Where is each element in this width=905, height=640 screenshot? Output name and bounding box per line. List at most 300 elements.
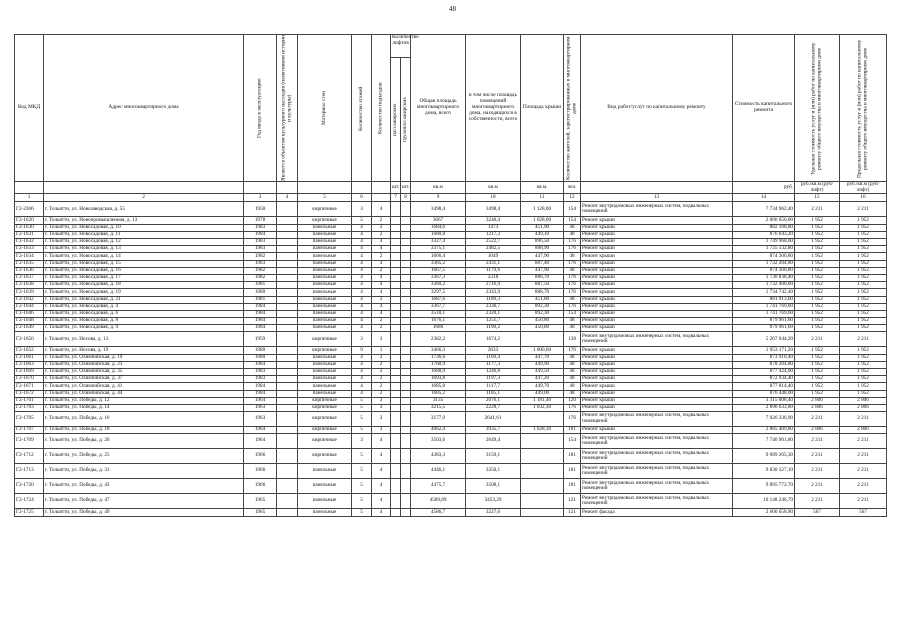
table-row: [15, 325, 887, 332]
cell-works: Ремонт крыши: [581, 267, 733, 274]
cell-entrances: 4: [372, 260, 391, 267]
table-row: [15, 267, 887, 274]
cell-entrances: 2: [372, 231, 391, 238]
cell-residents: 48: [564, 376, 581, 383]
cell-floors: 4: [352, 231, 372, 238]
cell-kod: Г2-1642: [15, 296, 44, 303]
cell-year: 1983: [244, 224, 277, 231]
cell-roof-area: 888,90: [521, 246, 564, 253]
cell-kod: Г2-1652: [15, 347, 44, 354]
cell-cost: 1 734 742,40: [733, 289, 795, 296]
cell-lift-cargo: [401, 369, 411, 376]
cell-area-owned: 1117,7: [466, 383, 521, 390]
cell-lift-pass: [391, 289, 401, 296]
cell-kod: Г2-1713: [15, 464, 44, 479]
cell-lift-cargo: [401, 224, 411, 231]
cell-area-owned: 2641,61: [466, 412, 521, 427]
cell-roof-area: 886,70: [521, 274, 564, 281]
cell-kod: Г2-1671: [15, 383, 44, 390]
cell-address: г. Тольятти, ул. Олимпийская, д. 44: [44, 390, 244, 397]
cell-area-total: 3498,4: [411, 202, 466, 217]
cell-unit-cost: 1 952: [795, 260, 840, 267]
column-index-cell: 6: [352, 194, 372, 202]
cell-material: панельные: [298, 289, 352, 296]
header-max-cost: Предельная стоимость услуг и (или) работ по капитальному ремонту общего имущества в многоквартирном доме: [840, 35, 887, 182]
table-row: [15, 303, 887, 310]
cell-year: 1964: [244, 397, 277, 404]
cell-heritage: [277, 202, 298, 217]
cell-unit-cost: 1 952: [795, 296, 840, 303]
cell-unit-cost: 1 952: [795, 231, 840, 238]
cell-area-total: 3215,5: [411, 404, 466, 411]
cell-lift-cargo: [401, 427, 411, 434]
cell-year: 1984: [244, 303, 277, 310]
column-index-cell: [372, 194, 391, 202]
cell-roof-area: 449,10: [521, 231, 564, 238]
cell-heritage: [277, 354, 298, 361]
cell-residents: 48: [564, 390, 581, 397]
cell-entrances: 2: [372, 361, 391, 368]
cell-residents: 176: [564, 274, 581, 281]
column-index-cell: 14: [733, 194, 795, 202]
cell-entrances: 3: [372, 412, 391, 427]
cell-lift-pass: [391, 369, 401, 376]
cell-floors: 4: [352, 296, 372, 303]
cell-roof-area: 451,90: [521, 224, 564, 231]
cell-unit-cost: 1 952: [795, 361, 840, 368]
cell-max-cost: 1 952: [840, 231, 887, 238]
cell-area-owned: 3159,1: [466, 449, 521, 464]
cell-entrances: 4: [372, 464, 391, 479]
cell-area-total: 4589,89: [411, 494, 466, 509]
cell-material: кирпичные: [298, 347, 352, 354]
cell-roof-area: 896,50: [521, 239, 564, 246]
cell-kod: Г2-1705: [15, 412, 44, 427]
cell-address: г. Тольятти, ул. Носова, д. 13: [44, 332, 244, 347]
cell-entrances: 4: [372, 509, 391, 516]
cell-residents: 48: [564, 383, 581, 390]
cell-year: 1958: [244, 202, 277, 217]
cell-kod: Г2-1669: [15, 369, 44, 376]
table-row: [15, 289, 887, 296]
cell-year: 1982: [244, 253, 277, 260]
cell-lift-cargo: [401, 434, 411, 449]
cell-roof-area: [521, 479, 564, 494]
cell-address: г. Тольятти, ул. Олимпийская, д. 35: [44, 369, 244, 376]
cell-max-cost: 1 952: [840, 369, 887, 376]
cell-works: Ремонт внутридомовых инженерных систем, подвальных помещений: [581, 412, 733, 427]
cell-works: Ремонт крыши: [581, 383, 733, 390]
cell-unit-cost: 1 952: [795, 239, 840, 246]
cell-material: кирпичные: [298, 332, 352, 347]
cell-entrances: 2: [372, 325, 391, 332]
cell-works: Ремонт крыши: [581, 369, 733, 376]
cell-heritage: [277, 310, 298, 317]
cell-kod: Г2-1639: [15, 289, 44, 296]
cell-material: кирпичные: [298, 427, 352, 434]
cell-lift-pass: [391, 296, 401, 303]
cell-unit-cost: 2 211: [795, 464, 840, 479]
cell-kod: Г2-1632: [15, 239, 44, 246]
cell-max-cost: 1 952: [840, 347, 887, 354]
cell-floors: 4: [352, 289, 372, 296]
cell-unit-cost: 1 952: [795, 318, 840, 325]
cell-lift-pass: [391, 217, 401, 224]
column-index-cell: 9: [411, 194, 466, 202]
cell-lift-pass: [391, 427, 401, 434]
column-index-cell: 10: [466, 194, 521, 202]
cell-address: г. Тольятти, ул. Новосадовая, д. 14: [44, 253, 244, 260]
cell-heritage: [277, 246, 298, 253]
cell-heritage: [277, 369, 298, 376]
cell-floors: 4: [352, 303, 372, 310]
cell-cost: 7 026 336,90: [733, 412, 795, 427]
cell-lift-pass: [391, 494, 401, 509]
cell-entrances: 1: [372, 347, 391, 354]
cell-works: Ремонт крыши: [581, 289, 733, 296]
cell-floors: 5: [352, 509, 372, 516]
cell-lift-cargo: [401, 449, 411, 464]
cell-floors: 4: [352, 354, 372, 361]
cell-floors: 3: [352, 332, 372, 347]
cell-max-cost: 2 211: [840, 479, 887, 494]
cell-area-total: 4586,7: [411, 509, 466, 516]
cell-kod: Г2-1720: [15, 479, 44, 494]
cell-entrances: 4: [372, 282, 391, 289]
cell-lift-pass: [391, 267, 401, 274]
cell-cost: 7 746 901,80: [733, 434, 795, 449]
cell-lift-pass: [391, 354, 401, 361]
cell-kod: Г2-1637: [15, 274, 44, 281]
cell-heritage: [277, 479, 298, 494]
cell-heritage: [277, 239, 298, 246]
cell-entrances: 4: [372, 274, 391, 281]
cell-area-total: 3297,5: [411, 289, 466, 296]
cell-area-total: 1693,8: [411, 376, 466, 383]
cell-roof-area: [521, 464, 564, 479]
cell-lift-cargo: [401, 231, 411, 238]
column-index-row: [15, 194, 887, 202]
table-row: [15, 369, 887, 376]
column-index-cell: 1: [15, 194, 44, 202]
cell-material: панельные: [298, 479, 352, 494]
cell-residents: 48: [564, 325, 581, 332]
cell-max-cost: 2 211: [840, 412, 887, 427]
cell-year: 1978: [244, 217, 277, 224]
cell-kod: Г2-1644: [15, 303, 44, 310]
cell-cost: 1 749 968,00: [733, 239, 795, 246]
cell-address: г. Тольятти, ул. Победы, д. 20: [44, 434, 244, 449]
cell-residents: 176: [564, 303, 581, 310]
cell-roof-area: 447,90: [521, 253, 564, 260]
cell-roof-area: 887,40: [521, 260, 564, 267]
cell-unit-cost: 2 211: [795, 332, 840, 347]
cell-heritage: [277, 404, 298, 411]
cell-residents: 176: [564, 239, 581, 246]
cell-area-owned: 3498,4: [466, 202, 521, 217]
cell-area-total: 3327,4: [411, 239, 466, 246]
cell-floors: 4: [352, 260, 372, 267]
cell-area-total: 3177,9: [411, 412, 466, 427]
cell-address: г. Тольятти, ул. Носова, д. 19: [44, 347, 244, 354]
cell-floors: 4: [352, 361, 372, 368]
cell-cost: 877 814,40: [733, 383, 795, 390]
cell-floors: 5: [352, 464, 372, 479]
column-index-cell: 4: [277, 194, 298, 202]
cell-area-owned: 1185,1: [466, 390, 521, 397]
cell-year: 1982: [244, 267, 277, 274]
cell-address: г. Тольятти, ул. Новосадовая, д. 9: [44, 325, 244, 332]
cell-entrances: 2: [372, 354, 391, 361]
cell-unit-cost: 2 211: [795, 449, 840, 464]
table-row: [15, 260, 887, 267]
cell-area-owned: 3508,1: [466, 479, 521, 494]
cell-material: кирпичные: [298, 412, 352, 427]
cell-heritage: [277, 260, 298, 267]
cell-works: Ремонт крыши: [581, 239, 733, 246]
cell-max-cost: 2 806: [840, 397, 887, 404]
table-row: [15, 202, 887, 217]
cell-area-total: 1684,6: [411, 224, 466, 231]
column-index-cell: 7: [391, 194, 401, 202]
cell-year: 1966: [244, 464, 277, 479]
table-row: [15, 376, 887, 383]
cell-cost: 879 961,60: [733, 318, 795, 325]
cell-address: г. Тольятти, ул. Олимпийская, д. 19: [44, 354, 244, 361]
cell-residents: 176: [564, 260, 581, 267]
cell-roof-area: [521, 509, 564, 516]
header-lift-cargo: грузопассажирских: [401, 58, 411, 182]
cell-cost: 874 300,80: [733, 253, 795, 260]
table-row: [15, 361, 887, 368]
cell-address: г. Тольятти, ул. Победы, д. 12: [44, 397, 244, 404]
header-area-owned: в том числе площадь помещений многоквартирного дома, находящихся в собственности, всего: [466, 35, 521, 182]
cell-roof-area: 449,50: [521, 369, 564, 376]
cell-floors: 4: [352, 376, 372, 383]
cell-cost: 879 961,60: [733, 325, 795, 332]
cell-floors: 4: [352, 246, 372, 253]
cell-max-cost: 2 806: [840, 404, 887, 411]
table-row: [15, 296, 887, 303]
cell-cost: 10 148 246,79: [733, 494, 795, 509]
cell-roof-area: 451,80: [521, 296, 564, 303]
unit-unit-cost: руб./кв.м (руб/лифт): [795, 182, 840, 194]
cell-area-total: 3135: [411, 397, 466, 404]
cell-address: г. Тольятти, ул. Победы, д. 47: [44, 494, 244, 509]
cell-lift-pass: [391, 347, 401, 354]
cell-kod: Г2-2306: [15, 202, 44, 217]
cell-kod: Г2-1649: [15, 325, 44, 332]
cell-area-owned: 2336,7: [466, 303, 521, 310]
cell-unit-cost: 1 952: [795, 390, 840, 397]
cell-works: Ремонт крыши: [581, 296, 733, 303]
cell-floors: 4: [352, 239, 372, 246]
table-row: [15, 310, 887, 317]
cell-area-total: 1667,5: [411, 267, 466, 274]
cell-floors: 3: [352, 202, 372, 217]
cell-lift-cargo: [401, 404, 411, 411]
cell-heritage: [277, 224, 298, 231]
cell-roof-area: 892,30: [521, 310, 564, 317]
cell-residents: 154: [564, 202, 581, 217]
cell-cost: 2 896 633,80: [733, 404, 795, 411]
column-index-cell: 15: [795, 194, 840, 202]
cell-floors: 5: [352, 427, 372, 434]
cell-area-owned: 1177,3: [466, 361, 521, 368]
cell-lift-pass: [391, 202, 401, 217]
cell-unit-cost: 2 806: [795, 397, 840, 404]
cell-kod: Г2-1636: [15, 267, 44, 274]
cell-address: г. Тольятти, ул. Новосадовая, д. 6: [44, 310, 244, 317]
cell-floors: 4: [352, 253, 372, 260]
cell-cost: 1 741 769,60: [733, 303, 795, 310]
cell-address: г. Тольятти, ул. Новосадовая, д. 18: [44, 282, 244, 289]
cell-area-owned: 2343,9: [466, 289, 521, 296]
cell-cost: 1 730 838,40: [733, 274, 795, 281]
cell-area-owned: 1197,3: [466, 376, 521, 383]
cell-max-cost: 1 952: [840, 253, 887, 260]
table-row: [15, 449, 887, 464]
cell-cost: 873 910,40: [733, 354, 795, 361]
table-row: [15, 347, 887, 354]
cell-kod: Г2-1648: [15, 318, 44, 325]
cell-entrances: 4: [372, 289, 391, 296]
cell-lift-cargo: [401, 354, 411, 361]
table-row: [15, 253, 887, 260]
cell-roof-area: 1 028,00: [521, 217, 564, 224]
cell-heritage: [277, 332, 298, 347]
cell-heritage: [277, 376, 298, 383]
cell-entrances: 3: [372, 427, 391, 434]
cell-year: 1981: [244, 296, 277, 303]
cell-heritage: [277, 318, 298, 325]
unit-max-cost: руб./кв.м (руб/лифт): [840, 182, 887, 194]
cell-area-owned: 2482,5: [466, 246, 521, 253]
cell-residents: 48: [564, 361, 581, 368]
cell-lift-cargo: [401, 217, 411, 224]
cell-area-owned: 1674,2: [466, 332, 521, 347]
cell-residents: 120: [564, 397, 581, 404]
cell-max-cost: 1 952: [840, 274, 887, 281]
cell-area-owned: 2228,7: [466, 404, 521, 411]
cell-residents: 181: [564, 427, 581, 434]
cell-area-total: 1666,4: [411, 253, 466, 260]
cell-area-total: 1760,9: [411, 361, 466, 368]
cell-unit-cost: 1 952: [795, 383, 840, 390]
cell-kod: Г2-1672: [15, 390, 44, 397]
cell-material: панельные: [298, 310, 352, 317]
cell-lift-pass: [391, 479, 401, 494]
cell-cost: 1 741 769,60: [733, 310, 795, 317]
cell-address: г. Тольятти, ул. Новосадовая, д. 10: [44, 224, 244, 231]
cell-max-cost: 1 952: [840, 289, 887, 296]
cell-area-total: 4446,1: [411, 464, 466, 479]
cell-address: г. Тольятти, ул. Новосадовая, д. 21: [44, 296, 244, 303]
cell-residents: 176: [564, 404, 581, 411]
cell-unit-cost: 2 806: [795, 404, 840, 411]
cell-floors: 5: [352, 449, 372, 464]
cell-floors: 4: [352, 282, 372, 289]
cell-unit-cost: 1 952: [795, 289, 840, 296]
cell-residents: 176: [564, 289, 581, 296]
cell-area-total: 1686: [411, 325, 466, 332]
cell-works: Ремонт крыши: [581, 427, 733, 434]
cell-works: Ремонт крыши: [581, 224, 733, 231]
cell-lift-pass: [391, 376, 401, 383]
cell-year: 1984: [244, 361, 277, 368]
cell-year: 1980: [244, 347, 277, 354]
cell-lift-cargo: [401, 296, 411, 303]
cell-roof-area: 1 128,00: [521, 202, 564, 217]
cell-residents: 48: [564, 296, 581, 303]
cell-unit-cost: 1 952: [795, 354, 840, 361]
cell-material: кирпичные: [298, 404, 352, 411]
cell-entrances: 4: [372, 202, 391, 217]
cell-lift-pass: [391, 325, 401, 332]
cell-max-cost: 1 952: [840, 224, 887, 231]
cell-kod: Г2-1703: [15, 404, 44, 411]
cell-unit-cost: 1 952: [795, 369, 840, 376]
cell-heritage: [277, 494, 298, 509]
cell-cost: 3 315 008,40: [733, 397, 795, 404]
cell-year: 1983: [244, 376, 277, 383]
cell-material: кирпичные: [298, 202, 352, 217]
cell-area-owned: 2716,9: [466, 282, 521, 289]
cell-entrances: 2: [372, 369, 391, 376]
cell-residents: 176: [564, 282, 581, 289]
cell-material: панельные: [298, 296, 352, 303]
cell-entrances: 4: [372, 494, 391, 509]
table-row: [15, 217, 887, 224]
cell-works: Ремонт внутридомовых инженерных систем, подвальных помещений: [581, 434, 733, 449]
cell-lift-pass: [391, 246, 401, 253]
cell-max-cost: 1 952: [840, 325, 887, 332]
cell-lift-cargo: [401, 464, 411, 479]
cell-area-owned: 1246,8: [466, 369, 521, 376]
cell-residents: 48: [564, 369, 581, 376]
cell-roof-area: 450,80: [521, 318, 564, 325]
cell-material: кирпичные: [298, 397, 352, 404]
cell-heritage: [277, 427, 298, 434]
cell-lift-pass: [391, 397, 401, 404]
table-row: [15, 509, 887, 516]
cell-heritage: [277, 390, 298, 397]
cell-floors: 5: [352, 404, 372, 411]
cell-lift-cargo: [401, 310, 411, 317]
cell-lift-cargo: [401, 390, 411, 397]
cell-cost: 2 006 656,00: [733, 217, 795, 224]
cell-cost: 2 600 658,90: [733, 509, 795, 516]
cell-material: панельные: [298, 260, 352, 267]
cell-heritage: [277, 412, 298, 427]
cell-unit-cost: 1 952: [795, 310, 840, 317]
cell-lift-cargo: [401, 202, 411, 217]
cell-residents: 121: [564, 494, 581, 509]
cell-lift-cargo: [401, 246, 411, 253]
cell-works: Ремонт крыши: [581, 376, 733, 383]
cell-lift-pass: [391, 310, 401, 317]
cell-address: г. Тольятти, ул. Новосадовая, д. 8: [44, 318, 244, 325]
cell-year: 1965: [244, 494, 277, 509]
cell-residents: 154: [564, 310, 581, 317]
cell-works: Ремонт внутридомовых инженерных систем, подвальных помещений: [581, 202, 733, 217]
table-row: [15, 412, 887, 427]
cell-entrances: 2: [372, 267, 391, 274]
cell-lift-pass: [391, 282, 401, 289]
cell-works: Ремонт крыши: [581, 310, 733, 317]
cell-address: г. Тольятти, ул. Новосадовая, д. 17: [44, 274, 244, 281]
cell-area-total: 3503,6: [411, 434, 466, 449]
